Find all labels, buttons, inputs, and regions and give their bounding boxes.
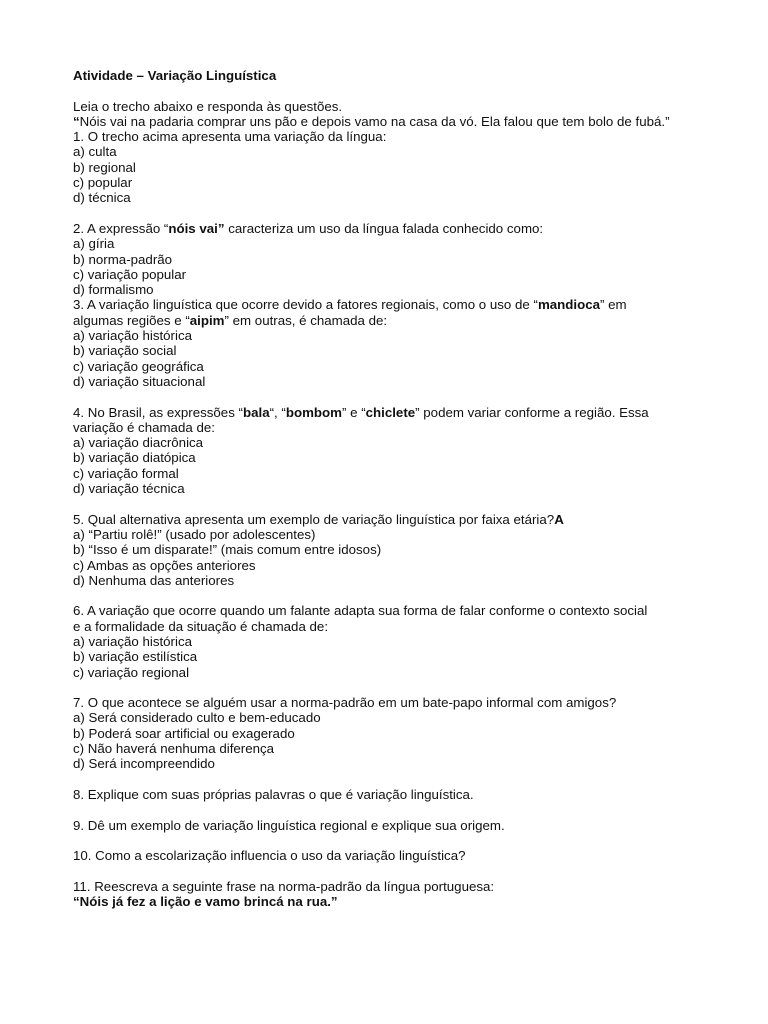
- question-3-stem-line1: [73, 297, 693, 312]
- question-4-stem-part: 4. No Brasil, as expressões “: [73, 404, 243, 420]
- question-3-stem-part: algumas regiões e “: [73, 312, 190, 328]
- question-7-option-c: c) Não haverá nenhuma diferença: [73, 741, 275, 757]
- question-4-bold-term: bombom: [285, 404, 342, 420]
- question-10-stem: 10. Como a escolarização influencia o uso da variação linguística?: [73, 848, 466, 864]
- question-5-option-a: a) “Partiu rolê!” (usado por adolescentes): [73, 526, 316, 542]
- question-2-stem: [73, 221, 693, 236]
- question-5-answer-mark: A: [554, 511, 564, 527]
- question-3-option-a: a) variação histórica: [73, 328, 192, 344]
- question-3-stem-part: 3. A variação linguística que ocorre devido a fatores regionais, como o uso de “: [73, 297, 538, 313]
- question-11-sentence: [73, 894, 693, 909]
- question-6-stem-line2: e a formalidade da situação é chamada de:: [73, 618, 329, 634]
- question-8-stem: 8. Explique com suas próprias palavras o que é variação linguística.: [73, 786, 474, 802]
- question-6-option-b: b) variação estilística: [73, 649, 198, 665]
- question-2-option-b: b) norma-padrão: [73, 251, 173, 267]
- question-5-option-c: c) Ambas as opções anteriores: [73, 557, 256, 573]
- question-2-option-d: d) formalismo: [73, 282, 154, 298]
- question-1-option-d: d) técnica: [73, 190, 131, 206]
- question-3-stem-part: ” em: [600, 297, 627, 313]
- question-3-bold-term: aipim: [189, 312, 225, 328]
- question-1-option-b: b) regional: [73, 159, 136, 175]
- document-body: [73, 68, 693, 909]
- spacer: [73, 863, 693, 878]
- question-3-stem-part: ” em outras, é chamada de:: [224, 312, 388, 328]
- question-9-stem: 9. Dê um exemplo de variação linguística regional e explique sua origem.: [73, 817, 505, 833]
- document-title: Atividade – Variação Linguística: [73, 68, 277, 83]
- spacer: [73, 588, 693, 603]
- question-3-bold-term: mandioca: [537, 297, 601, 313]
- question-6-option-c: c) variação regional: [73, 664, 190, 680]
- question-4-stem-part: ” podem variar conforme a região. Essa: [415, 404, 649, 420]
- quote-text: [73, 114, 693, 129]
- question-3-option-d: d) variação situacional: [73, 373, 206, 389]
- spacer: [73, 802, 693, 817]
- question-4-stem-part: “, “: [269, 404, 286, 420]
- question-7-option-d: d) Será incompreendido: [73, 756, 215, 772]
- question-7-option-a: a) Será considerado culto e bem-educado: [73, 710, 321, 726]
- question-1-option-a: a) culta: [73, 144, 117, 160]
- question-4-option-b: b) variação diatópica: [73, 450, 196, 466]
- question-1-option-c: c) popular: [73, 175, 133, 191]
- question-11-stem: 11. Reescreva a seguinte frase na norma-padrão da língua portuguesa:: [73, 878, 495, 894]
- question-4-stem-line2: variação é chamada de:: [73, 419, 215, 435]
- question-3-option-c: c) variação geográfica: [73, 358, 204, 374]
- question-2-stem-part: 2. A expressão “: [73, 220, 169, 236]
- spacer: [73, 496, 693, 511]
- question-2-stem-part: caracteriza um uso da língua falada conhecido como:: [224, 220, 544, 236]
- question-4-stem-part: ” e “: [341, 404, 366, 420]
- question-1-stem: 1. O trecho acima apresenta uma variação da língua:: [73, 129, 387, 145]
- question-7-stem: 7. O que acontece se alguém usar a norma-padrão em um bate-papo informal com amigos?: [73, 695, 617, 711]
- spacer: [73, 772, 693, 787]
- question-2-stem-bold: nóis vai”: [168, 220, 225, 236]
- question-5-option-b: b) “Isso é um disparate!” (mais comum entre idosos): [73, 542, 382, 558]
- question-6-option-a: a) variação histórica: [73, 633, 192, 649]
- question-7-option-b: b) Poderá soar artificial ou exagerado: [73, 725, 295, 741]
- question-4-option-c: c) variação formal: [73, 465, 179, 481]
- spacer: [73, 680, 693, 695]
- question-5-stem: [73, 512, 693, 527]
- question-4-bold-term: bala: [242, 404, 270, 420]
- question-6-stem-line1: 6. A variação que ocorre quando um falante adapta sua forma de falar conforme o contexto social: [73, 603, 648, 619]
- question-4-bold-term: chiclete: [365, 404, 416, 420]
- question-4-option-a: a) variação diacrônica: [73, 435, 204, 451]
- spacer: [73, 833, 693, 848]
- question-5-stem-part: 5. Qual alternativa apresenta um exemplo de variação linguística por faixa etária?: [73, 511, 555, 527]
- question-3-stem-line2: [73, 313, 693, 328]
- question-4-option-d: d) variação técnica: [73, 481, 185, 497]
- question-5-option-d: d) Nenhuma das anteriores: [73, 572, 235, 588]
- question-2-option-a: a) gíria: [73, 236, 115, 252]
- quote-open-mark: “: [73, 113, 80, 129]
- spacer: [73, 206, 693, 221]
- question-4-stem-line1: [73, 405, 693, 420]
- question-11-sentence-bold: “Nóis já fez a lição e vamo brincá na rua.”: [73, 894, 338, 910]
- question-3-option-b: b) variação social: [73, 343, 177, 359]
- quote-body: Nóis vai na padaria comprar uns pão e depois vamo na casa da vó. Ela falou que tem bolo de fubá.”: [79, 113, 670, 129]
- instruction-text: Leia o trecho abaixo e responda às questões.: [73, 98, 343, 114]
- question-2-option-c: c) variação popular: [73, 266, 187, 282]
- spacer: [73, 389, 693, 404]
